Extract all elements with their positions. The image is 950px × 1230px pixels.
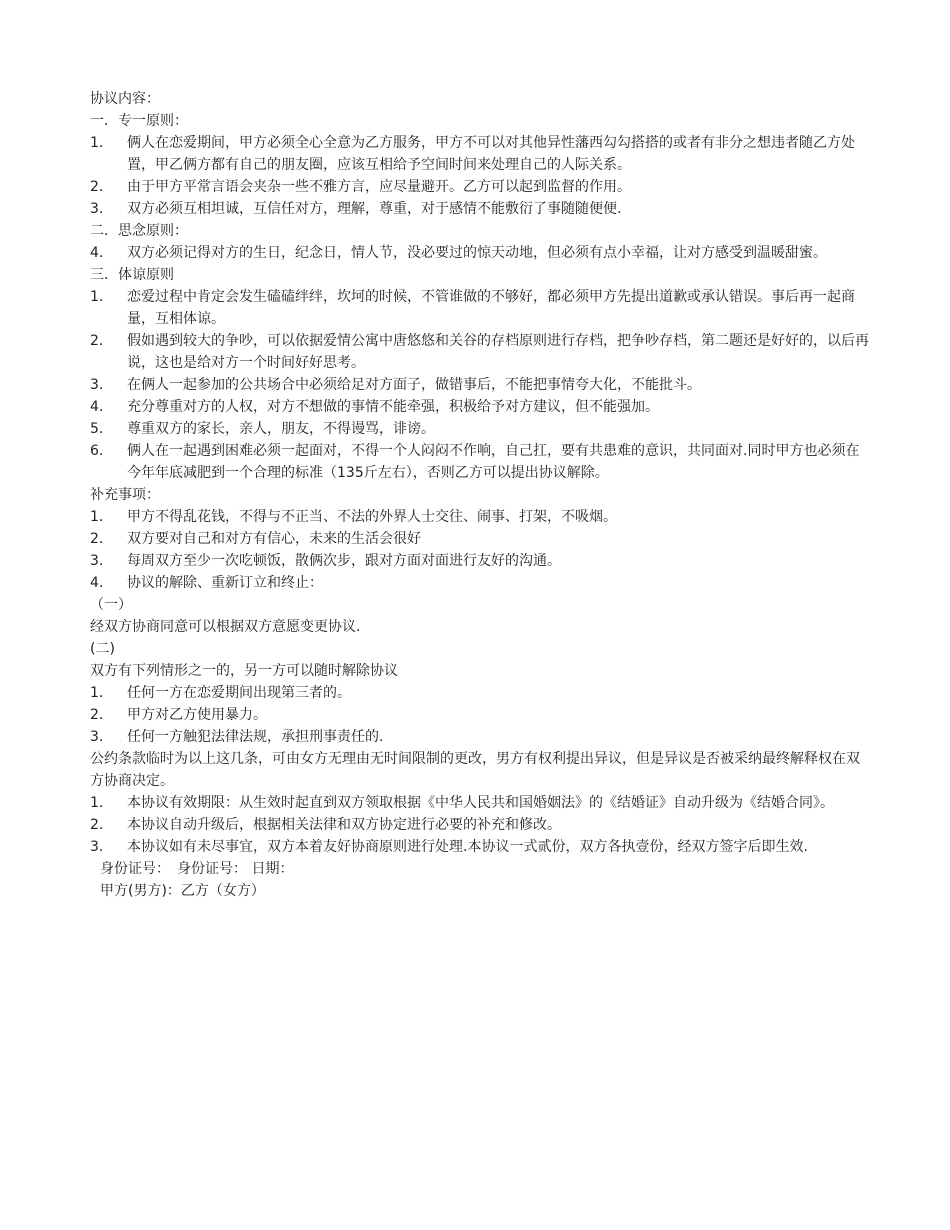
item-text: 双方必须互相坦诚，互信任对方，理解，尊重，对于感情不能敷衍了事随随便便. (127, 201, 622, 217)
item-number: 4． (90, 575, 113, 591)
item-number: 2． (90, 817, 113, 833)
item-text: 任何一方在恋爱期间出现第三者的。 (127, 685, 351, 701)
item-number: 4． (90, 245, 113, 261)
item-text: 甲方对乙方使用暴力。 (127, 707, 267, 723)
sub-clause-text: 经双方协商同意可以根据双方意愿变更协议. (90, 619, 361, 635)
item-number: 4． (90, 399, 113, 415)
list-item (90, 176, 870, 198)
signature-party-line: 甲方(男方)：乙方（女方） (100, 883, 265, 899)
item-number: 5． (90, 421, 113, 437)
item-number: 3． (90, 839, 113, 855)
list-item (90, 418, 870, 440)
list-item (90, 506, 870, 528)
list-item (90, 132, 870, 176)
section-heading: 二．思念原则： (90, 223, 188, 239)
item-number: 2． (90, 531, 113, 547)
list-item (90, 374, 870, 396)
item-text: 本协议有效期限：从生效时起直到双方领取根据《中华人民共和国婚姻法》的《结婚证》自动升级为《结婚合同》。 (127, 795, 834, 811)
item-text: 双方要对自己和对方有信心，未来的生活会很好 (127, 531, 421, 547)
list-item (90, 528, 870, 550)
item-number: 3． (90, 201, 113, 217)
signature-id-line: 身份证号： 身份证号： 日期： (100, 861, 294, 877)
item-text: 俩人在一起遇到困难必须一起面对，不得一个人闷闷不作响，自己扛，要有共患难的意识，共同面对.同时甲方也必须在今年年底减肥到一个合理的标准（135斤左右），否则乙方可以提出协议解除。 (127, 443, 860, 481)
item-text: 在俩人一起参加的公共场合中必须给足对方面子，做错事后，不能把事情夸大化，不能批斗。 (127, 377, 701, 393)
item-text: 由于甲方平常言语会夹杂一些不雅方言，应尽量避开。乙方可以起到监督的作用。 (127, 179, 631, 195)
item-number: 3． (90, 729, 113, 745)
sub-clause-label: (二) (90, 641, 115, 657)
section-heading: 三．体谅原则 (90, 267, 174, 283)
list-item (90, 704, 870, 726)
list-item (90, 836, 870, 858)
list-item (90, 396, 870, 418)
item-text: 俩人在恋爱期间，甲方必须全心全意为乙方服务，甲方不可以对其他异性藩西勾勾搭搭的或者有非分之想违者随乙方处置，甲乙俩方都有自己的朋友圈，应该互相给予空间时间来处理自己的人际关系。 (127, 135, 855, 173)
item-text: 本协议自动升级后，根据相关法律和双方协定进行必要的补充和修改。 (127, 817, 561, 833)
item-text: 任何一方触犯法律法规，承担刑事责任的. (127, 729, 384, 745)
list-item (90, 242, 870, 264)
document-title: 协议内容： (90, 91, 160, 107)
item-number: 2． (90, 179, 113, 195)
section-heading: 一．专一原则： (90, 113, 188, 129)
list-item (90, 286, 870, 330)
item-number: 1． (90, 685, 113, 701)
closing-paragraph: 公约条款临时为以上这几条，可由女方无理由无时间限制的更改，男方有权利提出异议，但是异议是否被采纳最终解释权在双方协商决定。 (90, 751, 860, 789)
list-item (90, 792, 870, 814)
item-number: 1． (90, 289, 113, 305)
item-text: 协议的解除、重新订立和终止： (127, 575, 323, 591)
list-item (90, 440, 870, 484)
sub-clause-text: 双方有下列情形之一的，另一方可以随时解除协议 (90, 663, 398, 679)
item-text: 甲方不得乱花钱，不得与不正当、不法的外界人士交往、闹事、打架，不吸烟。 (127, 509, 617, 525)
item-number: 1． (90, 509, 113, 525)
sub-clause-label: （一） (90, 597, 132, 613)
item-text: 尊重双方的家长，亲人，朋友，不得谩骂，诽谤。 (127, 421, 435, 437)
item-number: 2． (90, 707, 113, 723)
item-number: 1． (90, 795, 113, 811)
list-item (90, 330, 870, 374)
list-item (90, 726, 870, 748)
item-number: 6． (90, 443, 113, 459)
list-item (90, 682, 870, 704)
item-text: 本协议如有未尽事宜，双方本着友好协商原则进行处理.本协议一式贰份，双方各执壹份，经双方签字后即生效. (127, 839, 808, 855)
list-item (90, 198, 870, 220)
item-number: 3． (90, 377, 113, 393)
section-heading: 补充事项： (90, 487, 160, 503)
list-item (90, 814, 870, 836)
item-number: 1． (90, 135, 113, 151)
item-number: 3． (90, 553, 113, 569)
item-text: 双方必须记得对方的生日，纪念日，情人节，没必要过的惊天动地，但必须有点小幸福，让对方感受到温暖甜蜜。 (127, 245, 827, 261)
list-item (90, 550, 870, 572)
item-text: 每周双方至少一次吃顿饭，散俩次步，跟对方面对面进行友好的沟通。 (127, 553, 561, 569)
item-text: 充分尊重对方的人权，对方不想做的事情不能牵强，积极给予对方建议，但不能强加。 (127, 399, 659, 415)
list-item (90, 572, 870, 594)
item-text: 恋爱过程中肯定会发生磕磕绊绊，坎坷的时候，不管谁做的不够好，都必须甲方先提出道歉或承认错误。事后再一起商量，互相体谅。 (127, 289, 855, 327)
item-text: 假如遇到较大的争吵，可以依据爱情公寓中唐悠悠和关谷的存档原则进行存档，把争吵存档，第二题还是好好的，以后再说，这也是给对方一个时间好好思考。 (127, 333, 869, 371)
item-number: 2． (90, 333, 113, 349)
